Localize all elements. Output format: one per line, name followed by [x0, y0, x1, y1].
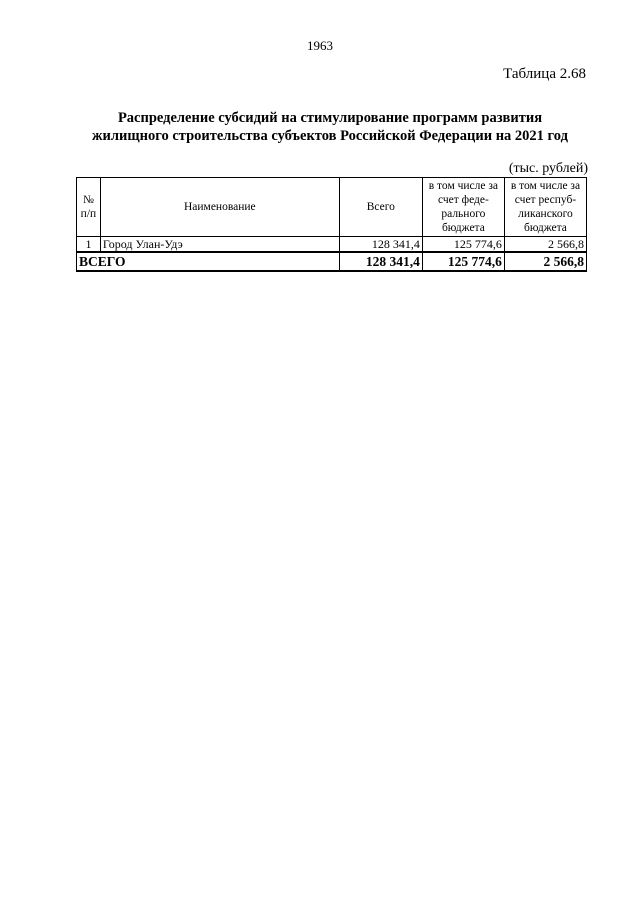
- table-row: [77, 237, 587, 253]
- header-num: [77, 178, 101, 237]
- totals-federal: 125 774,6: [422, 252, 504, 271]
- header-num-line-2: п/п: [80, 208, 97, 220]
- units-label: (тыс. рублей): [508, 161, 588, 176]
- title-line-2: жилищного строительства субъектов Российской Федерации на 2021 год: [92, 128, 568, 144]
- page-number: 1963: [307, 38, 333, 53]
- table-label: Таблица 2.68: [503, 66, 586, 82]
- totals-republic: 2 566,8: [504, 252, 586, 271]
- row-name: Город Улан-Удэ: [100, 237, 339, 253]
- header-republic-line-3: ликанского: [518, 208, 573, 220]
- header-federal-line-4: бюджета: [441, 222, 485, 234]
- header-name: Наименование: [100, 178, 339, 237]
- title-line-1: Распределение субсидий на стимулирование программ развития: [117, 110, 543, 126]
- row-num: 1: [77, 237, 101, 253]
- header-num-line-1: №: [82, 194, 94, 206]
- header-federal: [422, 178, 504, 237]
- row-federal: 125 774,6: [422, 237, 504, 253]
- row-total: 128 341,4: [339, 237, 422, 253]
- row-republic: 2 566,8: [504, 237, 586, 253]
- totals-row: [77, 252, 587, 271]
- table-header-row: [77, 178, 587, 237]
- header-republic: [504, 178, 586, 237]
- header-republic-line-4: бюджета: [524, 222, 567, 234]
- header-federal-line-1: в том числе за: [428, 180, 499, 192]
- header-federal-line-2: счет феде-: [437, 194, 489, 206]
- header-federal-line-3: рального: [441, 208, 486, 220]
- header-republic-line-1: в том числе за: [510, 180, 581, 192]
- totals-label: ВСЕГО: [77, 252, 340, 271]
- header-republic-line-2: счет респуб-: [514, 194, 577, 206]
- header-total: Всего: [339, 178, 422, 237]
- subsidy-table: [76, 177, 587, 272]
- document-title: [70, 109, 590, 145]
- totals-total: 128 341,4: [339, 252, 422, 271]
